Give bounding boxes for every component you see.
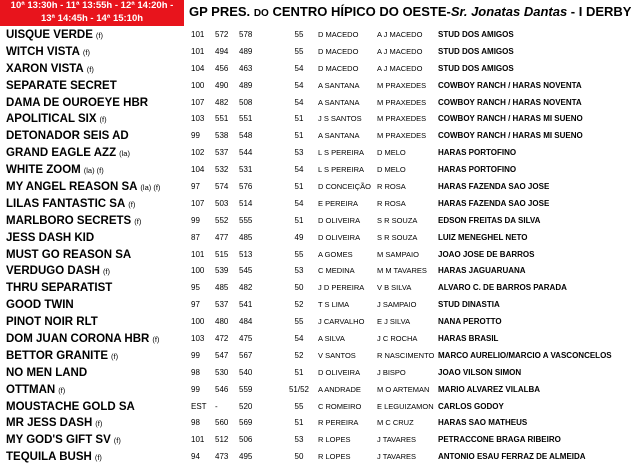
- title-part-3: CENTRO HÍPICO DO OESTE-: [272, 4, 451, 19]
- horse-suffix: (f): [99, 115, 107, 125]
- jockey-weight-cell: 54: [294, 165, 304, 175]
- owner-cell: EDSON FREITAS DA SILVA: [438, 215, 541, 225]
- jockey-weight-cell: 51: [294, 114, 304, 124]
- jockey-weight-cell: 54: [294, 198, 304, 208]
- weight-curr-cell: 540: [239, 367, 253, 377]
- jockey-cell: R PEREIRA: [318, 418, 359, 428]
- table-row: [0, 27, 620, 44]
- horse-name: [6, 78, 191, 95]
- trainer-cell: J SAMPAIO: [377, 300, 417, 310]
- horse-name: [6, 128, 191, 145]
- horse-name-text: GOOD TWIN: [6, 299, 74, 312]
- jockey-cell: T S LIMA: [318, 300, 350, 310]
- jockey-cell: A SANTANA: [318, 97, 360, 107]
- trainer-cell: S R SOUZA: [377, 215, 418, 225]
- owner-cell: MARCO AURELIO/MARCIO A VASCONCELOS: [438, 350, 612, 360]
- horse-suffix: (f): [86, 64, 94, 74]
- weight-curr-cell: 489: [239, 80, 253, 90]
- weight-prev-cell: 512: [215, 435, 229, 445]
- rating-cell: 104: [191, 165, 205, 175]
- horse-name-text: PINOT NOIR RLT: [6, 316, 98, 329]
- jockey-weight-cell: 51: [294, 367, 304, 377]
- owner-cell: STUD DOS AMIGOS: [438, 30, 514, 39]
- table-row: [0, 128, 620, 145]
- rating-cell: 95: [191, 283, 200, 293]
- horse-name-text: DAMA DE OUROEYE HBR: [6, 96, 149, 109]
- rating-cell: 99: [191, 131, 200, 141]
- jockey-weight-cell: 53: [294, 266, 304, 276]
- weight-prev-cell: 546: [215, 384, 229, 394]
- weight-prev-cell: 539: [215, 266, 229, 276]
- trainer-cell: M PRAXEDES: [377, 114, 427, 124]
- weight-prev-cell: 530: [215, 367, 229, 377]
- jockey-weight-cell: 52: [294, 350, 304, 360]
- jockey-weight-cell: 51: [294, 131, 304, 141]
- horse-name-text: MARLBORO SECRETS: [6, 214, 132, 227]
- jockey-cell: C ROMEIRO: [318, 401, 362, 411]
- horse-name: [6, 162, 191, 180]
- owner-cell: HARAS PORTOFINO: [438, 165, 517, 175]
- horse-name-text: SEPARATE SECRET: [6, 79, 117, 92]
- trainer-cell: D MELO: [377, 148, 406, 158]
- weight-curr-cell: 531: [239, 165, 253, 175]
- weight-prev-cell: 503: [215, 198, 229, 208]
- table-row: [0, 213, 620, 230]
- owner-cell: HARAS SAO MATHEUS: [438, 418, 528, 428]
- jockey-weight-cell: 55: [294, 30, 304, 39]
- table-row: [0, 95, 620, 112]
- owner-cell: JOAO JOSE DE BARROS: [438, 249, 535, 259]
- weight-prev-cell: 547: [215, 350, 229, 360]
- table-row: [0, 179, 620, 196]
- owner-cell: HARAS JAGUARUANA: [438, 266, 526, 276]
- weight-prev-cell: 472: [215, 334, 229, 344]
- weight-curr-cell: 545: [239, 266, 253, 276]
- owner-cell: JOAO VILSON SIMON: [438, 367, 522, 377]
- jockey-weight-cell: 50: [294, 452, 304, 462]
- jockey-weight-cell: 54: [294, 334, 304, 344]
- owner-cell: ALVARO C. DE BARROS PARADA: [438, 283, 567, 293]
- weight-prev-cell: 480: [215, 317, 229, 327]
- horse-name-text: WITCH VISTA: [6, 45, 80, 58]
- weight-prev-cell: 572: [215, 30, 229, 39]
- horse-name-text: MOUSTACHE GOLD SA: [6, 400, 135, 413]
- weight-prev-cell: 494: [215, 46, 229, 56]
- horse-suffix: (f): [102, 267, 111, 277]
- jockey-weight-cell: 55: [294, 317, 304, 327]
- horse-name: [6, 348, 191, 366]
- table-row: [0, 247, 620, 264]
- horse-name-text: UISQUE VERDE: [6, 29, 93, 41]
- jockey-cell: C MEDINA: [318, 266, 355, 276]
- weight-curr-cell: 495: [239, 452, 253, 462]
- weight-prev-cell: 477: [215, 232, 229, 242]
- trainer-cell: J TAVARES: [377, 452, 417, 462]
- weight-prev-cell: 552: [215, 215, 229, 225]
- table-row: [0, 314, 620, 331]
- trainer-cell: J C ROCHA: [377, 334, 418, 344]
- horse-suffix: (f): [113, 436, 121, 446]
- jockey-weight-cell: 54: [294, 63, 304, 73]
- owner-cell: NANA PEROTTO: [438, 317, 502, 327]
- weight-prev-cell: 537: [215, 300, 229, 310]
- trainer-cell: E LEGUIZAMON: [377, 401, 434, 411]
- horse-suffix: (f): [94, 453, 102, 463]
- weight-curr-cell: 551: [239, 114, 253, 124]
- jockey-cell: R LOPES: [318, 452, 351, 462]
- jockey-weight-cell: 55: [294, 46, 304, 56]
- weight-curr-cell: 567: [239, 350, 253, 360]
- weight-curr-cell: 514: [239, 198, 253, 208]
- rating-cell: 99: [191, 215, 200, 225]
- race-times-line-2: 13ª 14:45h - 14ª 15:10h: [40, 12, 144, 24]
- weight-prev-cell: 574: [215, 182, 229, 192]
- horse-name: [6, 247, 191, 264]
- rating-cell: 87: [191, 232, 200, 242]
- table-row: [0, 263, 620, 280]
- page-title: [189, 3, 631, 23]
- jockey-cell: D MACEDO: [318, 63, 359, 73]
- horse-suffix: (f): [111, 351, 119, 361]
- weight-curr-cell: 576: [239, 182, 253, 192]
- table-row: [0, 230, 620, 247]
- horse-name: [6, 61, 191, 79]
- rating-cell: EST: [191, 401, 207, 411]
- weight-curr-cell: 544: [239, 148, 253, 158]
- horse-suffix: (la) (f): [140, 183, 161, 193]
- horse-name-text: TEQUILA BUSH: [6, 451, 92, 464]
- table-row: [0, 415, 620, 432]
- title-part-4: Sr. Jonatas Dantas: [450, 4, 568, 19]
- horse-name: [6, 415, 191, 433]
- horse-name-text: VERDUGO DASH: [6, 265, 100, 278]
- horse-name: [6, 449, 191, 467]
- weight-curr-cell: 559: [239, 384, 253, 394]
- horse-name: [6, 145, 191, 163]
- weight-prev-cell: 485: [215, 283, 229, 293]
- table-row: [0, 78, 620, 95]
- trainer-cell: M O ARTEMAN: [377, 384, 430, 394]
- jockey-weight-cell: 55: [294, 249, 304, 259]
- trainer-cell: V B SILVA: [377, 283, 412, 293]
- title-part-5: - I DERBY: [570, 4, 631, 19]
- trainer-cell: J TAVARES: [377, 435, 417, 445]
- weight-prev-cell: 482: [215, 97, 229, 107]
- weight-prev-cell: 551: [215, 114, 229, 124]
- rating-cell: 107: [191, 97, 205, 107]
- weight-curr-cell: 482: [239, 283, 253, 293]
- table-row: [0, 145, 620, 162]
- horse-name: [6, 382, 191, 400]
- owner-cell: HARAS PORTOFINO: [438, 148, 517, 158]
- jockey-cell: D OLIVEIRA: [318, 232, 361, 242]
- table-row: [0, 162, 620, 179]
- horse-name: [6, 95, 191, 112]
- table-row: [0, 331, 620, 348]
- trainer-cell: M M TAVARES: [377, 266, 427, 276]
- horse-name-text: GRAND EAGLE AZZ: [6, 147, 117, 160]
- jockey-cell: D OLIVEIRA: [318, 367, 361, 377]
- weight-prev-cell: 532: [215, 165, 229, 175]
- horse-name: [6, 331, 191, 349]
- owner-cell: HARAS FAZENDA SAO JOSE: [438, 198, 550, 208]
- owner-cell: COWBOY RANCH / HARAS MI SUENO: [438, 131, 583, 141]
- table-row: [0, 297, 620, 314]
- rating-cell: 97: [191, 182, 200, 192]
- title-part-2: DO: [253, 8, 269, 19]
- race-times-box: [0, 0, 184, 26]
- horse-name-text: NO MEN LAND: [6, 366, 88, 379]
- jockey-cell: D MACEDO: [318, 30, 359, 39]
- horse-name: [6, 196, 191, 214]
- table-row: [0, 111, 620, 128]
- owner-cell: COWBOY RANCH / HARAS MI SUENO: [438, 114, 583, 124]
- jockey-weight-cell: 49: [294, 232, 304, 242]
- rating-cell: 104: [191, 63, 205, 73]
- jockey-weight-cell: 51/52: [288, 384, 310, 394]
- owner-cell: HARAS FAZENDA SAO JOSE: [438, 182, 550, 192]
- rating-cell: 100: [191, 80, 205, 90]
- owner-cell: STUD DOS AMIGOS: [438, 46, 514, 56]
- jockey-cell: D CONCEIÇÃO: [318, 182, 371, 192]
- horse-name: [6, 111, 191, 129]
- table-row: [0, 196, 620, 213]
- jockey-cell: A SILVA: [318, 334, 345, 344]
- jockey-cell: R LOPES: [318, 435, 351, 445]
- jockey-cell: A SANTANA: [318, 80, 360, 90]
- table-row: [0, 348, 620, 365]
- rating-cell: 102: [191, 148, 205, 158]
- rating-cell: 100: [191, 317, 205, 327]
- horse-name: [6, 365, 191, 382]
- horse-name-text: MY ANGEL REASON SA: [6, 181, 138, 194]
- jockey-cell: A ANDRADE: [318, 384, 361, 394]
- horse-suffix: (f): [95, 419, 103, 429]
- owner-cell: PETRACCONE BRAGA RIBEIRO: [438, 435, 561, 445]
- horse-name: [6, 297, 191, 314]
- weight-curr-cell: 555: [239, 215, 253, 225]
- jockey-cell: J CARVALHO: [318, 317, 365, 327]
- rating-cell: 99: [191, 350, 200, 360]
- horse-name: [6, 263, 191, 281]
- horse-name-text: LILAS FANTASTIC SA: [6, 197, 126, 210]
- owner-cell: COWBOY RANCH / HARAS NOVENTA: [438, 80, 582, 90]
- table-row: [0, 432, 620, 449]
- jockey-cell: A GOMES: [318, 249, 353, 259]
- horse-name-text: OTTMAN: [6, 383, 56, 396]
- rating-cell: 103: [191, 114, 205, 124]
- horse-suffix: (f): [95, 31, 104, 40]
- weight-curr-cell: 508: [239, 97, 253, 107]
- owner-cell: MARIO ALVAREZ VILALBA: [438, 384, 541, 394]
- weight-curr-cell: 463: [239, 63, 253, 73]
- weight-curr-cell: 569: [239, 418, 253, 428]
- horse-name: [6, 399, 191, 416]
- owner-cell: HARAS BRASIL: [438, 334, 499, 344]
- rating-cell: 101: [191, 30, 205, 39]
- weight-curr-cell: 489: [239, 46, 253, 56]
- rating-cell: 101: [191, 435, 205, 445]
- horse-name: [6, 179, 191, 197]
- trainer-cell: R NASCIMENTO: [377, 350, 435, 360]
- weight-prev-cell: 515: [215, 249, 229, 259]
- trainer-cell: A J MACEDO: [377, 46, 423, 56]
- weight-prev-cell: -: [215, 401, 218, 411]
- rating-cell: 103: [191, 334, 205, 344]
- trainer-cell: R ROSA: [377, 198, 406, 208]
- trainer-cell: M PRAXEDES: [377, 131, 427, 141]
- jockey-weight-cell: 51: [294, 418, 304, 428]
- horse-name: [6, 314, 191, 331]
- weight-curr-cell: 485: [239, 232, 253, 242]
- jockey-cell: J S SANTOS: [318, 114, 362, 124]
- race-times-line-1: 10ª 13:30h - 11ª 13:55h - 12ª 14:20h -: [10, 0, 174, 11]
- horse-name-text: DETONADOR SEIS AD: [6, 130, 129, 143]
- page-header: [0, 0, 631, 27]
- rating-cell: 101: [191, 249, 205, 259]
- trainer-cell: A J MACEDO: [377, 30, 423, 39]
- weight-prev-cell: 490: [215, 80, 229, 90]
- weight-prev-cell: 473: [215, 452, 229, 462]
- horse-suffix: (f): [152, 335, 160, 345]
- jockey-cell: L S PEREIRA: [318, 148, 364, 158]
- horse-name-text: APOLITICAL SIX: [6, 113, 97, 126]
- rating-cell: 107: [191, 198, 205, 208]
- jockey-weight-cell: 53: [294, 435, 304, 445]
- jockey-weight-cell: 51: [294, 182, 304, 192]
- horse-name-text: THRU SEPARATIST: [6, 282, 113, 295]
- rating-cell: 94: [191, 452, 200, 462]
- horse-name-text: WHITE ZOOM: [6, 164, 81, 177]
- weight-curr-cell: 548: [239, 131, 253, 141]
- rating-cell: 98: [191, 418, 200, 428]
- owner-cell: ANTONIO ESAU FERRAZ DE ALMEIDA: [438, 452, 586, 462]
- jockey-cell: D OLIVEIRA: [318, 215, 361, 225]
- rating-cell: 97: [191, 300, 200, 310]
- weight-prev-cell: 456: [215, 63, 229, 73]
- horse-name: [6, 230, 191, 247]
- rating-cell: 100: [191, 266, 205, 276]
- weight-curr-cell: 506: [239, 435, 253, 445]
- jockey-weight-cell: 55: [294, 401, 304, 411]
- weight-curr-cell: 578: [239, 30, 253, 39]
- trainer-cell: E J SILVA: [377, 317, 411, 327]
- horse-suffix: (f): [82, 47, 90, 57]
- horse-name-text: JESS DASH KID: [6, 231, 95, 244]
- entries-table: [0, 27, 620, 466]
- trainer-cell: M PRAXEDES: [377, 97, 427, 107]
- trainer-cell: S R SOUZA: [377, 232, 418, 242]
- trainer-cell: A J MACEDO: [377, 63, 423, 73]
- rating-cell: 101: [191, 46, 205, 56]
- jockey-weight-cell: 52: [294, 300, 304, 310]
- jockey-weight-cell: 50: [294, 283, 304, 293]
- weight-curr-cell: 475: [239, 334, 253, 344]
- weight-curr-cell: 520: [239, 401, 253, 411]
- horse-name: [6, 213, 191, 231]
- rating-cell: 98: [191, 367, 200, 377]
- table-row: [0, 382, 620, 399]
- trainer-cell: R ROSA: [377, 182, 406, 192]
- trainer-cell: M PRAXEDES: [377, 80, 427, 90]
- jockey-cell: J D PEREIRA: [318, 283, 365, 293]
- owner-cell: STUD DINASTIA: [438, 300, 500, 310]
- rating-cell: 99: [191, 384, 200, 394]
- jockey-cell: E PEREIRA: [318, 198, 359, 208]
- trainer-cell: M SAMPAIO: [377, 249, 419, 259]
- horse-name-text: BETTOR GRANITE: [6, 349, 109, 362]
- title-part-1: GP PRES.: [189, 4, 251, 19]
- weight-prev-cell: 538: [215, 131, 229, 141]
- jockey-weight-cell: 53: [294, 148, 304, 158]
- table-row: [0, 280, 620, 297]
- trainer-cell: D MELO: [377, 165, 406, 175]
- trainer-cell: J BISPO: [377, 367, 406, 377]
- owner-cell: STUD DOS AMIGOS: [438, 63, 514, 73]
- table-row: [0, 61, 620, 78]
- weight-prev-cell: 537: [215, 148, 229, 158]
- horse-suffix: (f): [134, 216, 142, 226]
- horse-name: [6, 44, 191, 62]
- horse-name: [6, 280, 191, 297]
- jockey-weight-cell: 51: [294, 215, 304, 225]
- horse-suffix: (la): [119, 149, 130, 159]
- table-row: [0, 449, 620, 466]
- horse-name: [6, 432, 191, 450]
- jockey-weight-cell: 54: [294, 97, 304, 107]
- owner-cell: CARLOS GODOY: [438, 401, 504, 411]
- weight-curr-cell: 484: [239, 317, 253, 327]
- horse-name-text: DOM JUAN CORONA HBR: [6, 333, 150, 346]
- horse-suffix: (la) (f): [83, 166, 104, 176]
- jockey-cell: D MACEDO: [318, 46, 359, 56]
- owner-cell: COWBOY RANCH / HARAS NOVENTA: [438, 97, 582, 107]
- horse-suffix: (f): [128, 199, 136, 209]
- table-row: [0, 44, 620, 61]
- jockey-cell: A SANTANA: [318, 131, 360, 141]
- weight-prev-cell: 560: [215, 418, 229, 428]
- horse-name: [6, 27, 191, 45]
- table-row: [0, 365, 620, 382]
- jockey-cell: V SANTOS: [318, 350, 356, 360]
- weight-curr-cell: 513: [239, 249, 253, 259]
- horse-name-text: MY GOD'S GIFT SV: [6, 434, 111, 447]
- trainer-cell: M C CRUZ: [377, 418, 414, 428]
- horse-name-text: MR JESS DASH: [6, 417, 93, 430]
- weight-curr-cell: 541: [239, 300, 253, 310]
- horse-name-text: MUST GO REASON SA: [6, 248, 132, 261]
- horse-suffix: (f): [58, 385, 66, 395]
- owner-cell: LUIZ MENEGHEL NETO: [438, 232, 528, 242]
- jockey-cell: L S PEREIRA: [318, 165, 364, 175]
- table-row: [0, 399, 620, 416]
- horse-name-text: XARON VISTA: [6, 62, 84, 75]
- jockey-weight-cell: 54: [294, 80, 304, 90]
